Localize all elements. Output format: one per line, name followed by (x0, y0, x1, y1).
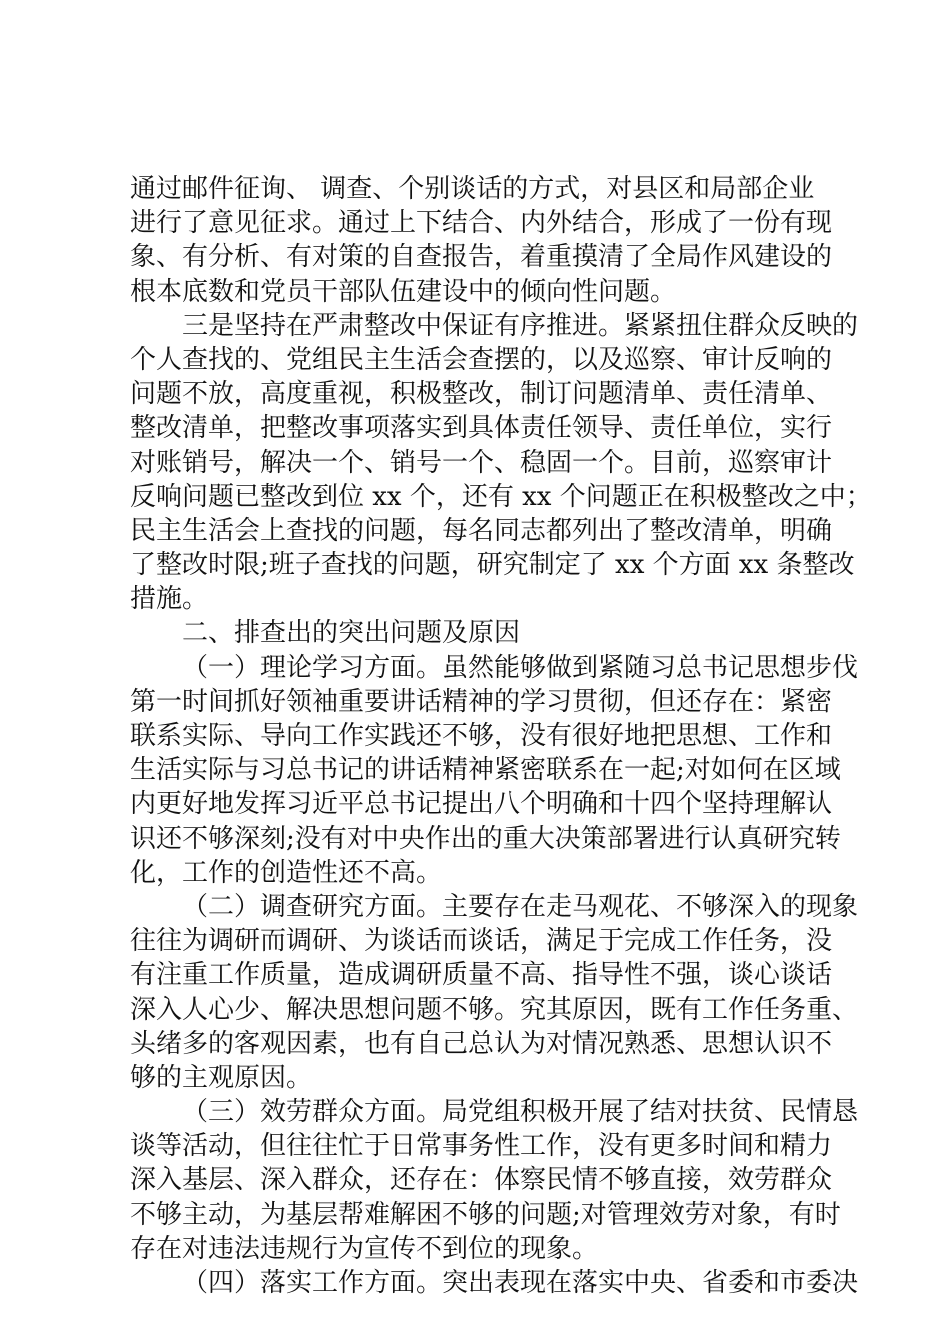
text-line: 存在对违法违规行为宣传不到位的现象。 (130, 1233, 599, 1264)
text-line: 进行了意见征求。通过上下结合、内外结合，形成了一份有现 (130, 208, 833, 239)
text-line: 往往为调研而调研、为谈话而谈话，满足于完成工作任务，没 (130, 926, 833, 957)
text-line: 第一时间抓好领袖重要讲话精神的学习贯彻，但还存在：紧密 (130, 686, 833, 717)
text-line: （二）调查研究方面。主要存在走马观花、不够深入的现象 (182, 891, 859, 922)
text-line: 谈等活动，但往往忙于日常事务性工作，没有更多时间和精力 (130, 1131, 833, 1162)
text-line: 化，工作的创造性还不高。 (130, 857, 443, 888)
text-line: 民主生活会上查找的问题，每名同志都列出了整改清单，明确 (130, 515, 833, 546)
text-line: 二、排查出的突出问题及原因 (182, 618, 521, 649)
text-line: 有注重工作质量，造成调研质量不高、指导性不强，谈心谈话 (130, 960, 833, 991)
text-line: 措施。 (130, 584, 209, 615)
text-line: 深入基层、深入群众，还存在：体察民情不够直接，效劳群众 (130, 1165, 833, 1196)
text-line: （四）落实工作方面。突出表现在落实中央、省委和市委决 (182, 1268, 859, 1298)
text-line: 通过邮件征询、 调查、个别谈话的方式，对县区和局部企业 (130, 174, 815, 204)
text-line: 够的主观原因。 (130, 1062, 313, 1093)
text-line: 整改清单，把整改事项落实到具体责任领导、责任单位，实行 (130, 413, 833, 444)
text-line: 联系实际、导向工作实践还不够，没有很好地把思想、工作和 (130, 721, 833, 751)
document-body (130, 172, 872, 1300)
text-line: 识还不够深刻;没有对中央作出的重大决策部署进行认真研究转 (130, 823, 841, 854)
text-line: （三）效劳群众方面。局党组积极开展了结对扶贫、民情恳 (182, 1097, 859, 1128)
text-line: 不够主动，为基层帮难解困不够的问题;对管理效劳对象，有时 (130, 1199, 841, 1230)
text-line: 内更好地发挥习近平总书记提出八个明确和十四个坚持理解认 (130, 789, 833, 820)
text-line: 三是坚持在严肃整改中保证有序推进。紧紧扭住群众反映的 (182, 310, 859, 341)
text-line: 生活实际与习总书记的讲话精神紧密联系在一起;对如何在区域 (130, 755, 841, 786)
text-line: 了整改时限;班子查找的问题，研究制定了 xx 个方面 xx 条整改 (130, 550, 855, 581)
text-line: 反响问题已整改到位 xx 个，还有 xx 个问题正在积极整改之中； (130, 481, 872, 512)
text-line: 根本底数和党员干部队伍建设中的倾向性问题。 (130, 276, 677, 307)
text-line: 深入人心少、解决思想问题不够。究其原因，既有工作任务重、 (130, 994, 859, 1025)
text-line: 象、有分析、有对策的自查报告，着重摸清了全局作风建设的 (130, 242, 833, 273)
text-line: 对账销号，解决一个、销号一个、稳固一个。目前，巡察审计 (130, 447, 833, 478)
text-line: 头绪多的客观因素，也有自己总认为对情况熟悉、思想认识不 (130, 1028, 833, 1059)
text-line: 问题不放，高度重视，积极整改，制订问题清单、责任清单、 (130, 379, 833, 410)
text-line: 个人查找的、党组民主生活会查摆的，以及巡察、审计反响的 (130, 344, 833, 375)
text-line: （一）理论学习方面。虽然能够做到紧随习总书记思想步伐 (182, 652, 859, 683)
